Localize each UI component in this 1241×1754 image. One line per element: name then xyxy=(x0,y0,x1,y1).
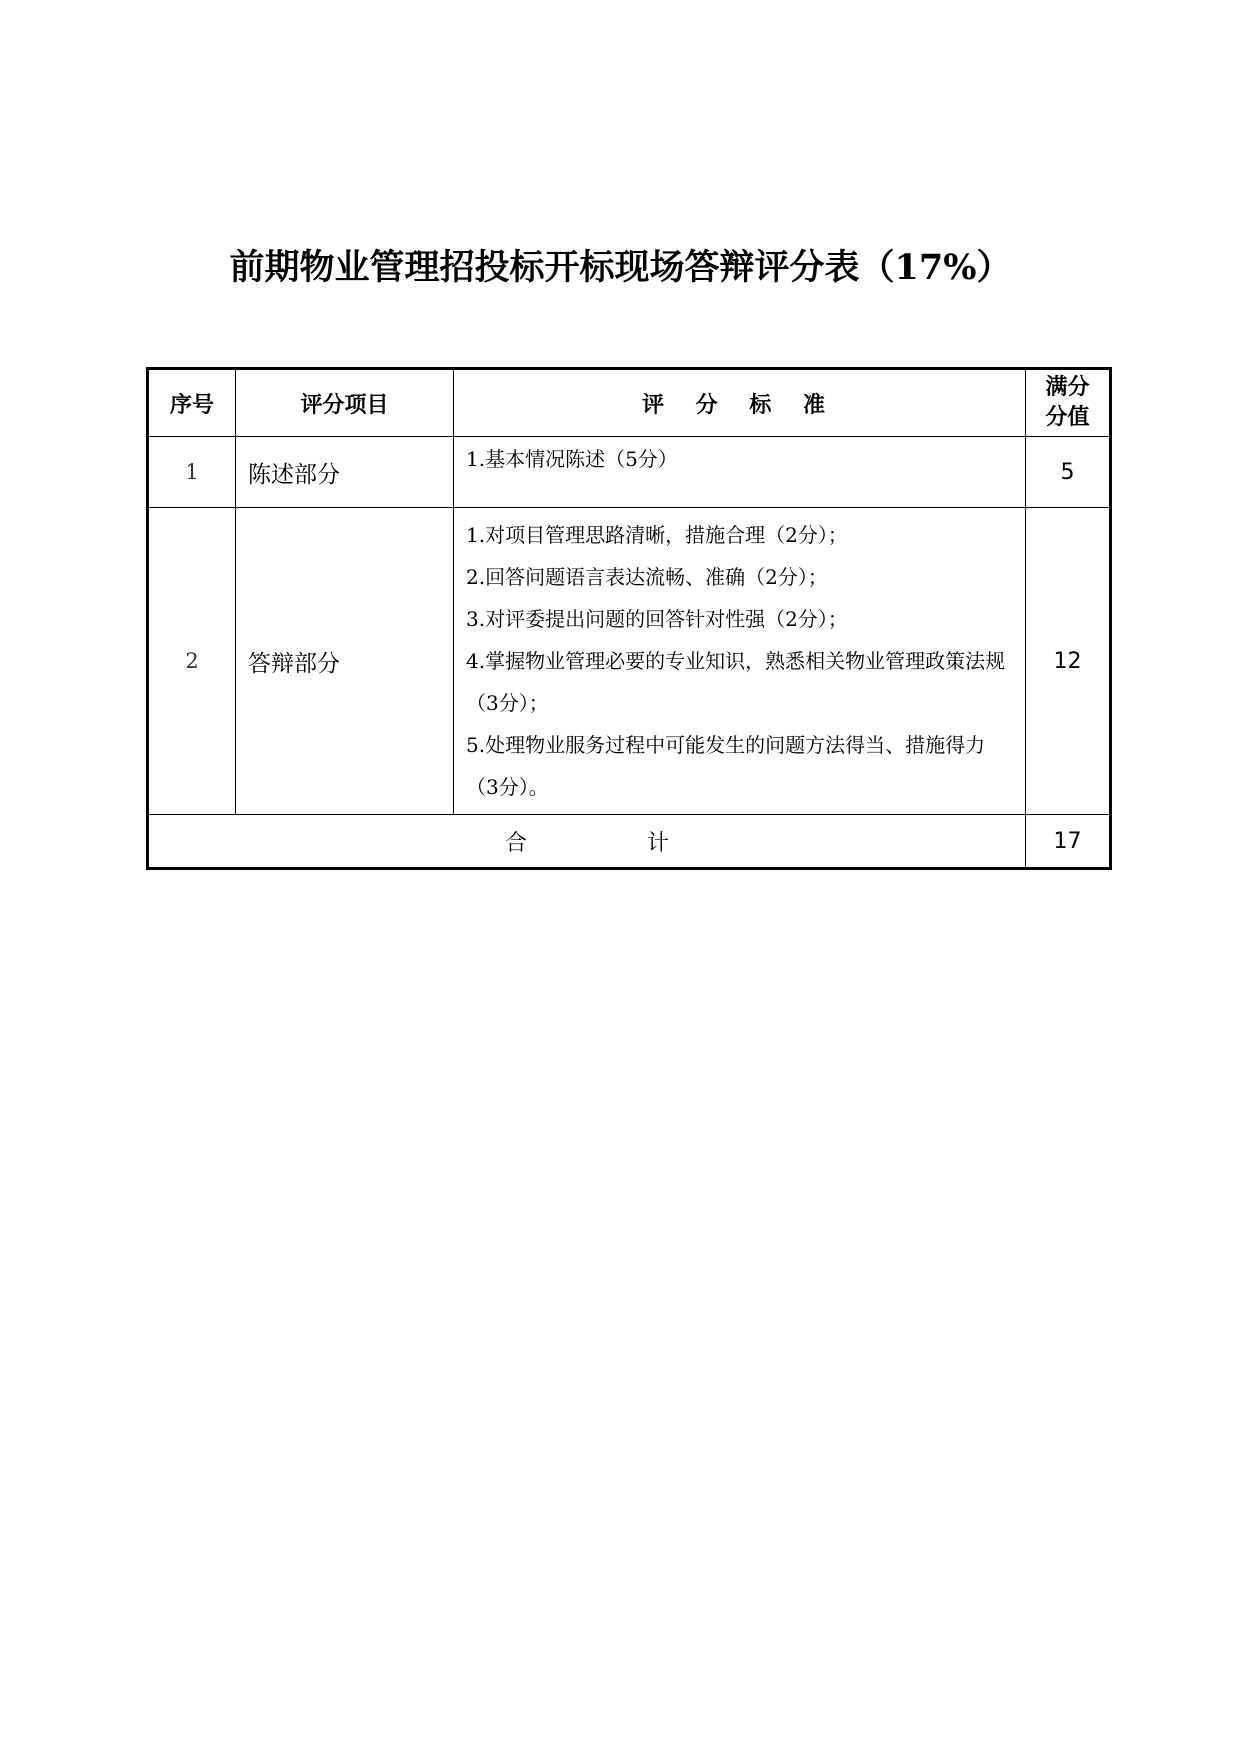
header-standard: 评 分 标 准 xyxy=(454,369,1026,437)
total-row xyxy=(148,815,1111,869)
criterion-line: 3.对评委提出问题的回答针对性强（2分）； xyxy=(466,607,848,631)
criterion-line: 1.对项目管理思路清晰，措施合理（2分）； xyxy=(466,523,848,547)
row-criteria xyxy=(454,437,1026,508)
total-label-2: 计 xyxy=(647,830,670,856)
row-item: 陈述部分 xyxy=(236,437,454,508)
table-header-row xyxy=(148,369,1111,437)
row-seq: 2 xyxy=(148,508,236,815)
criterion-line: 1.基本情况陈述（5分） xyxy=(466,447,678,471)
total-label xyxy=(148,815,1026,869)
header-seq: 序号 xyxy=(148,369,236,437)
header-item: 评分项目 xyxy=(236,369,454,437)
table-row xyxy=(148,437,1111,508)
criterion-line: 4.掌握物业管理必要的专业知识，熟悉相关物业管理政策法规（3分）； xyxy=(466,649,1006,715)
criterion-line: 2.回答问题语言表达流畅、准确（2分）； xyxy=(466,565,828,589)
total-score: 17 xyxy=(1026,815,1111,869)
total-label-1: 合 xyxy=(504,830,527,856)
header-max-line2: 分值 xyxy=(1045,405,1090,430)
table-row xyxy=(148,508,1111,815)
header-max-line1: 满分 xyxy=(1045,375,1090,400)
row-criteria xyxy=(454,508,1026,815)
page-title: 前期物业管理招投标开标现场答辩评分表（17%） xyxy=(229,247,1012,288)
scoring-table xyxy=(146,367,1112,870)
row-score: 5 xyxy=(1026,437,1111,508)
criterion-line: 5.处理物业服务过程中可能发生的问题方法得当、措施得力（3分）。 xyxy=(466,733,986,799)
row-score: 12 xyxy=(1026,508,1111,815)
header-max-score xyxy=(1026,369,1111,437)
row-seq: 1 xyxy=(148,437,236,508)
row-item: 答辩部分 xyxy=(236,508,454,815)
